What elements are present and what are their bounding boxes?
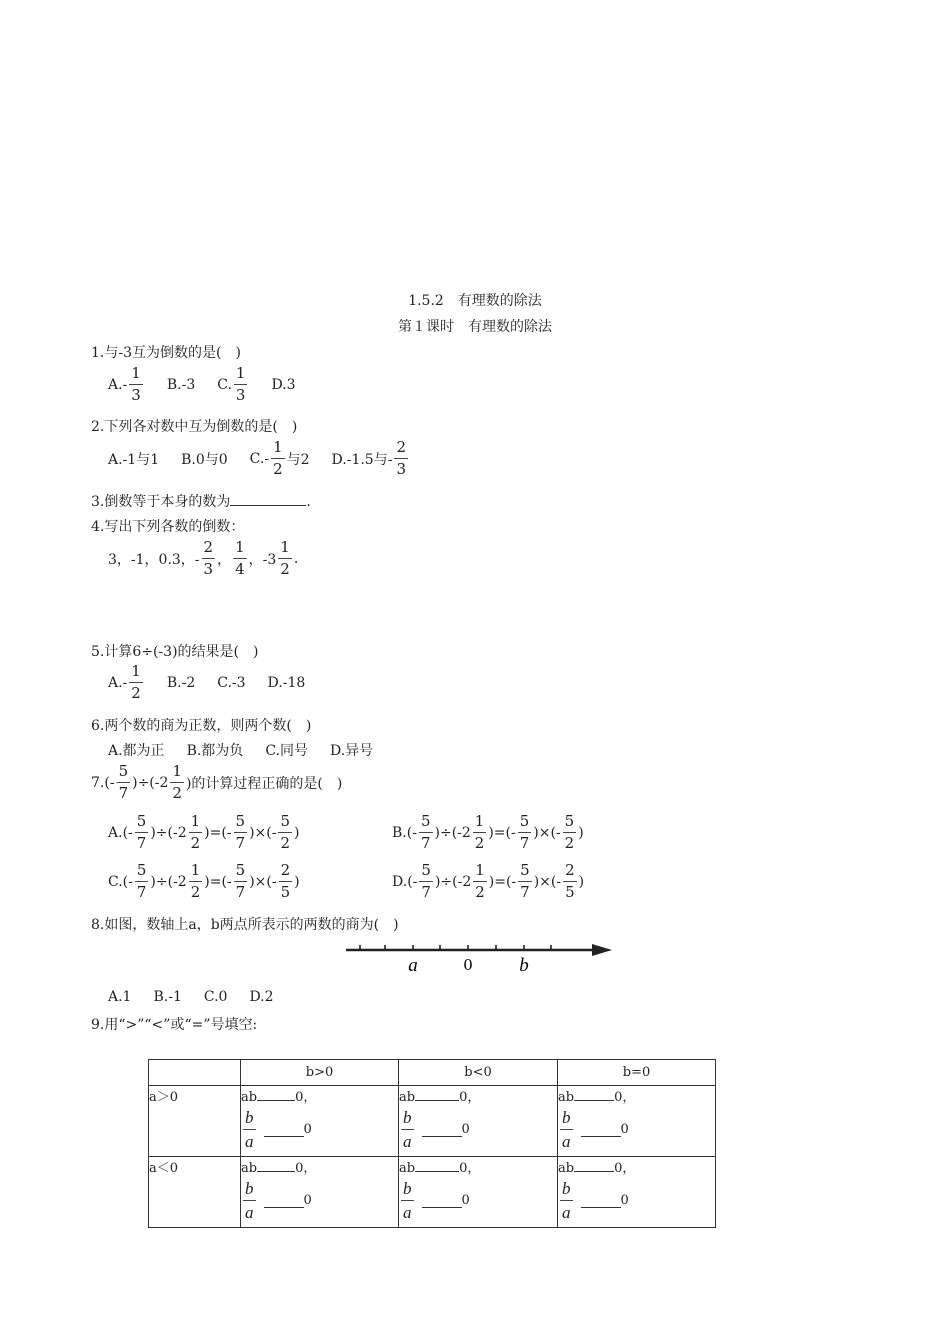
question-1-options xyxy=(108,366,296,403)
fraction: $\frac{2}{5}$ xyxy=(280,861,291,901)
fraction: $\frac{2}{3}$ xyxy=(396,438,406,478)
q5-option-a[interactable]: A.- $\frac{1}{2}$ xyxy=(108,662,141,702)
q7-option-b[interactable]: B. (- $\frac{5}{7}$ )÷(-2 $\frac{1}{2}$ )=(- $\frac{5}{7}$ )×(- $\frac{5}{2}$ ) xyxy=(392,812,584,852)
fraction-b-over-a: $\frac{b}{a}$ xyxy=(403,1108,412,1151)
origin-label: 0 xyxy=(463,956,473,974)
question-1-stem: 1.与-3互为倒数的是( ) xyxy=(91,345,241,361)
fraction-b-over-a: $\frac{b}{a}$ xyxy=(245,1108,254,1151)
q8-option-b[interactable]: B.-1 xyxy=(153,989,182,1005)
fraction-b-over-a: $\frac{b}{a}$ xyxy=(562,1179,571,1222)
answer-blank[interactable] xyxy=(230,491,306,506)
question-7-stem: 7.(- $\frac{5}{7}$ )÷(-2 $\frac{1}{2}$ )的计算过程正确的是( ) xyxy=(91,762,343,802)
fraction-b-over-a: $\frac{b}{a}$ xyxy=(562,1108,571,1151)
question-8-options xyxy=(108,989,274,1005)
fraction: $\frac{5}{2}$ xyxy=(564,812,575,852)
question-9-stem: 9.用“>”“<”或“=”号填空: xyxy=(91,1017,258,1033)
q8-option-a[interactable]: A.1 xyxy=(108,989,132,1005)
question-4-numbers: 3，-1，0.3，- $\frac{2}{3}$ ， $\frac{1}{4}$ ，-3 $\frac{1}{2}$ . xyxy=(108,538,299,578)
table-cell: ab 0， $\frac{b}{a}$ 0 xyxy=(399,1157,558,1228)
question-6-stem: 6.两个数的商为正数，则两个数( ) xyxy=(91,718,312,734)
q6-option-c[interactable]: C.同号 xyxy=(265,743,308,759)
table-corner-cell xyxy=(149,1060,241,1086)
q6-option-a[interactable]: A.都为正 xyxy=(108,743,165,759)
q6-option-b[interactable]: B.都为负 xyxy=(186,743,244,759)
fraction: $\frac{5}{7}$ xyxy=(520,861,530,901)
fraction: $\frac{5}{7}$ xyxy=(421,861,431,901)
fraction: $\frac{5}{7}$ xyxy=(136,861,147,901)
number-line-figure xyxy=(340,938,620,978)
question-2-options xyxy=(108,440,410,477)
question-8-stem: 8.如图，数轴上a，b两点所表示的两数的商为( ) xyxy=(91,917,399,933)
fraction: $\frac{5}{7}$ xyxy=(420,812,431,852)
table-cell: ab 0， $\frac{b}{a}$ 0 xyxy=(558,1086,716,1157)
q8-option-d[interactable]: D.2 xyxy=(249,989,274,1005)
question-2-stem: 2.下列各对数中互为倒数的是( ) xyxy=(91,419,298,435)
lesson-title: 第１课时 有理数的除法 xyxy=(398,319,552,335)
question-4-stem: 4.写出下列各数的倒数： xyxy=(91,519,245,535)
fraction: $\frac{5}{7}$ xyxy=(136,812,147,852)
question-3: 3.倒数等于本身的数为 . xyxy=(91,491,311,511)
col-header: b=0 xyxy=(558,1060,716,1086)
row-label: a＞0 xyxy=(149,1086,241,1157)
table-row xyxy=(149,1086,716,1157)
answer-blank[interactable] xyxy=(415,1157,459,1172)
q1-option-d[interactable]: D.3 xyxy=(271,376,296,393)
q1-option-c[interactable]: C. $\frac{1}{3}$ xyxy=(217,364,246,404)
q1-option-b[interactable]: B.-3 xyxy=(166,376,196,393)
table-cell: ab 0， $\frac{b}{a}$ 0 xyxy=(241,1157,399,1228)
col-header: b>0 xyxy=(241,1060,399,1086)
section-title: 1.5.2 有理数的除法 xyxy=(408,293,542,309)
fraction: $\frac{1}{2}$ xyxy=(190,812,201,852)
comparison-table xyxy=(148,1059,716,1228)
question-5-options xyxy=(108,664,305,701)
q2-option-d[interactable]: D.-1.5与- $\frac{2}{3}$ xyxy=(331,438,406,478)
fraction: $\frac{5}{7}$ xyxy=(235,861,246,901)
fraction: $\frac{1}{2}$ xyxy=(273,438,283,478)
fraction: $\frac{1}{2}$ xyxy=(475,861,485,901)
fraction: $\frac{5}{7}$ xyxy=(235,812,246,852)
table-cell: ab 0， $\frac{b}{a}$ 0 xyxy=(558,1157,716,1228)
fraction: $\frac{5}{7}$ xyxy=(118,762,129,802)
fraction: $\frac{2}{5}$ xyxy=(565,861,575,901)
answer-blank[interactable] xyxy=(581,1193,621,1208)
col-header: b<0 xyxy=(399,1060,558,1086)
fraction: $\frac{5}{7}$ xyxy=(519,812,530,852)
q5-option-b[interactable]: B.-2 xyxy=(166,674,196,691)
point-a-label: a xyxy=(408,955,418,976)
q5-option-d[interactable]: D.-18 xyxy=(267,674,306,691)
answer-blank[interactable] xyxy=(574,1157,614,1172)
answer-blank[interactable] xyxy=(574,1086,614,1101)
answer-blank[interactable] xyxy=(257,1157,295,1172)
fraction-b-over-a: $\frac{b}{a}$ xyxy=(245,1179,254,1222)
fraction: $\frac{1}{2}$ xyxy=(172,762,182,802)
row-label: a＜0 xyxy=(149,1157,241,1228)
fraction: $\frac{1}{2}$ xyxy=(131,662,141,702)
fraction: $\frac{1}{2}$ xyxy=(474,812,485,852)
answer-blank[interactable] xyxy=(264,1193,304,1208)
fraction: $\frac{1}{4}$ xyxy=(235,538,245,578)
question-5-stem: 5.计算6÷(-3)的结果是( ) xyxy=(91,644,259,660)
q2-option-b[interactable]: B.0与0 xyxy=(181,451,228,468)
q2-option-a[interactable]: A.-1与1 xyxy=(108,451,160,468)
fraction: $\frac{1}{2}$ xyxy=(280,538,290,578)
fraction: $\frac{1}{3}$ xyxy=(235,364,246,404)
q7-option-c[interactable]: C. (- $\frac{5}{7}$ )÷(-2 $\frac{1}{2}$ )=(- $\frac{5}{7}$ )×(- $\frac{2}{5}$ ) xyxy=(108,861,300,901)
q1-option-a[interactable]: A.- $\frac{1}{3}$ xyxy=(108,364,141,404)
fraction: $\frac{1}{3}$ xyxy=(131,364,141,404)
number-line-arrow xyxy=(592,944,612,956)
answer-blank[interactable] xyxy=(264,1122,304,1137)
q2-option-c[interactable]: C.- $\frac{1}{2}$ 与2 xyxy=(249,438,310,478)
fraction-b-over-a: $\frac{b}{a}$ xyxy=(403,1179,412,1222)
fraction: $\frac{1}{2}$ xyxy=(190,861,201,901)
answer-blank[interactable] xyxy=(257,1086,295,1101)
answer-blank[interactable] xyxy=(415,1086,459,1101)
answer-blank[interactable] xyxy=(422,1193,462,1208)
q7-option-a[interactable]: A. (- $\frac{5}{7}$ )÷(-2 $\frac{1}{2}$ )=(- $\frac{5}{7}$ )×(- $\frac{5}{2}$ ) xyxy=(108,812,300,852)
fraction: $\frac{5}{2}$ xyxy=(280,812,291,852)
q5-option-c[interactable]: C.-3 xyxy=(217,674,246,691)
q7-option-d[interactable]: D. (- $\frac{5}{7}$ )÷(-2 $\frac{1}{2}$ )=(- $\frac{5}{7}$ )×(- $\frac{2}{5}$ ) xyxy=(392,861,585,901)
fraction: $\frac{2}{3}$ xyxy=(203,538,214,578)
q8-option-c[interactable]: C.0 xyxy=(203,989,228,1005)
point-b-label: b xyxy=(519,955,529,976)
table-cell: ab 0， $\frac{b}{a}$ 0 xyxy=(241,1086,399,1157)
question-6-options xyxy=(108,740,373,760)
table-header-row xyxy=(149,1060,716,1086)
answer-blank[interactable] xyxy=(422,1122,462,1137)
q6-option-d[interactable]: D.异号 xyxy=(329,743,374,759)
answer-blank[interactable] xyxy=(581,1122,621,1137)
table-cell: ab 0， $\frac{b}{a}$ 0 xyxy=(399,1086,558,1157)
table-row xyxy=(149,1157,716,1228)
